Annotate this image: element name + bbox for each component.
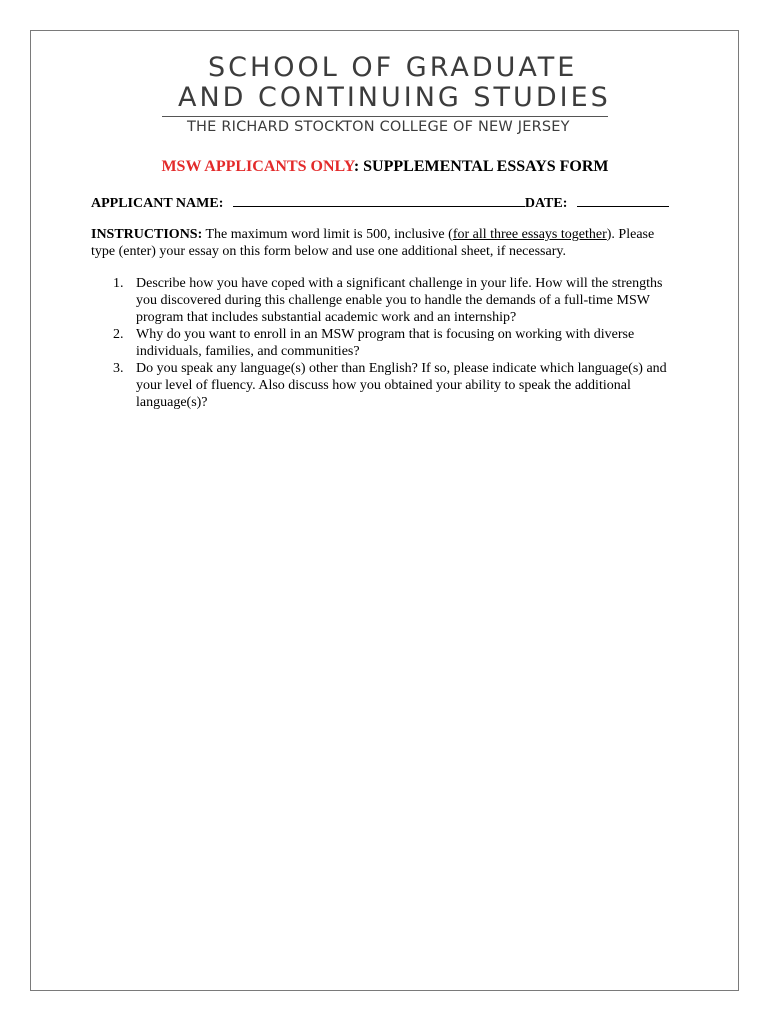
instructions-text-b: ). Please type (enter) your essay on this form below and use one additional sheet, if necessary. xyxy=(91,227,655,259)
instructions-text-a: The maximum word limit is 500, inclusive ( xyxy=(202,227,453,242)
question-item xyxy=(91,326,676,360)
date-field[interactable] xyxy=(577,194,669,207)
applicant-name-label: APPLICANT NAME: xyxy=(91,196,224,211)
question-number: 1. xyxy=(113,276,124,291)
form-title-rest: : SUPPLEMENTAL ESSAYS FORM xyxy=(353,158,609,175)
date-label: DATE: xyxy=(524,196,568,211)
instructions-emphasis: for all three essays together xyxy=(452,227,607,242)
instructions-label: INSTRUCTIONS: xyxy=(91,227,203,242)
form-title-highlight: MSW APPLICANTS ONLY xyxy=(161,158,354,175)
question-number: 3. xyxy=(113,361,124,376)
question-text: Describe how you have coped with a significant challenge in your life. How will the strengths you discovered during this challenge enable you to handle the demands of a full-time MSW program that includes substantial academic work and an internship? xyxy=(136,276,663,325)
logo-line-2: AND CONTINUING STUDIES xyxy=(178,82,611,113)
logo-line-3: THE RICHARD STOCKTON COLLEGE OF NEW JERSEY xyxy=(187,119,570,135)
logo-divider xyxy=(162,116,608,117)
question-text: Why do you want to enroll in an MSW program that is focusing on working with diverse individuals, families, and communities? xyxy=(136,327,635,359)
question-item xyxy=(91,275,676,326)
instructions xyxy=(91,226,676,260)
essay-questions xyxy=(91,275,676,411)
applicant-name-field[interactable] xyxy=(233,194,525,207)
question-text: Do you speak any language(s) other than English? If so, please indicate which language(s) and your level of fluency. Also discuss how you obtained your ability to speak the additional language(s)? xyxy=(136,361,667,410)
logo-line-1: SCHOOL OF GRADUATE xyxy=(208,52,578,83)
question-item xyxy=(91,360,676,411)
question-number: 2. xyxy=(113,327,124,342)
applicant-name-row xyxy=(91,194,669,212)
form-title xyxy=(0,158,770,176)
